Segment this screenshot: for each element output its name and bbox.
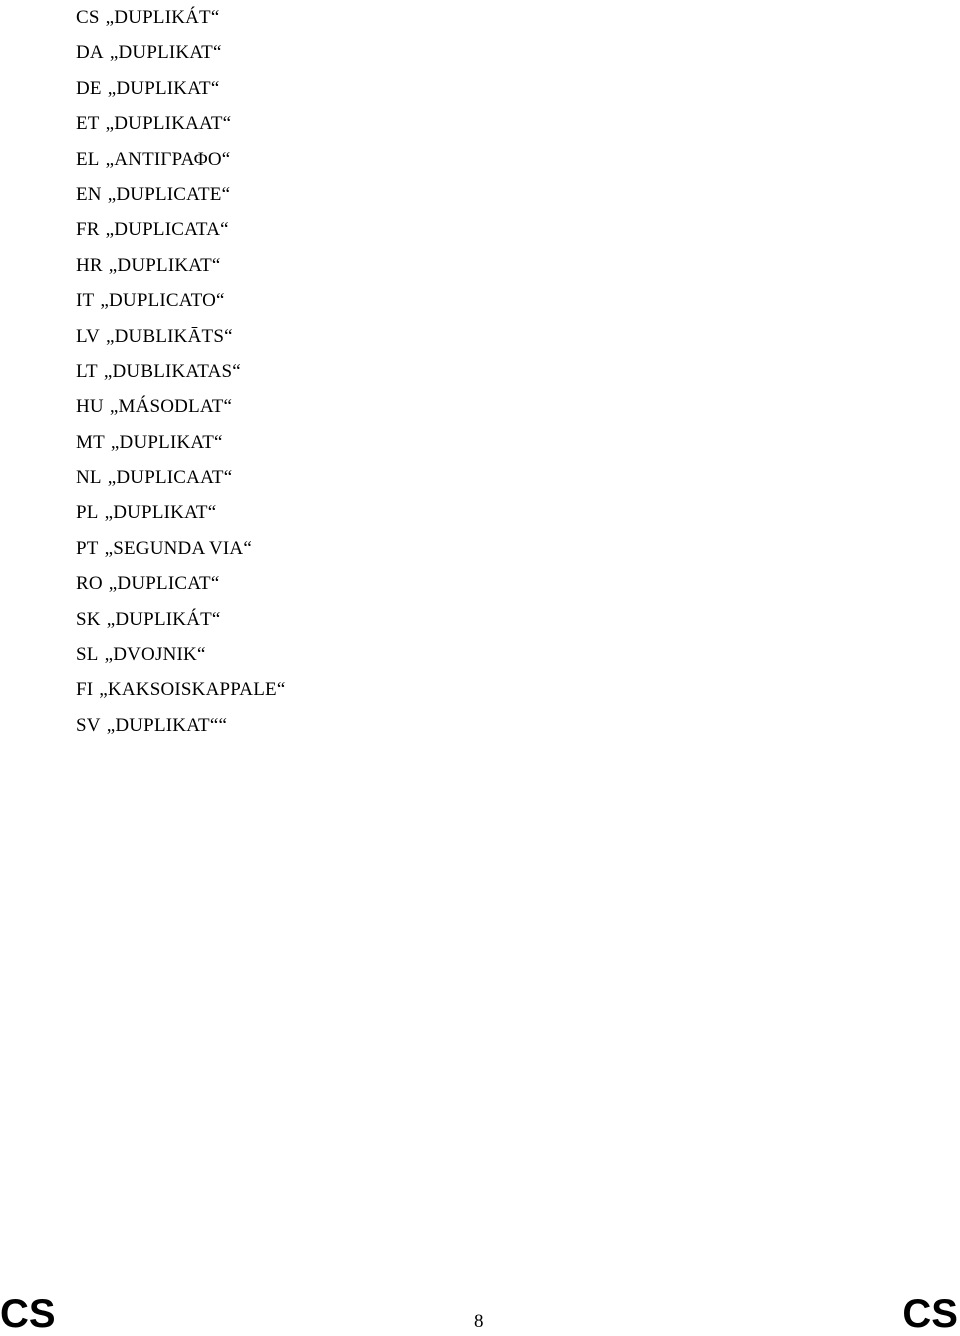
language-code: FI <box>76 679 94 701</box>
translation-text: „DUPLIKAAT“ <box>105 113 232 135</box>
language-code: FR <box>76 219 100 241</box>
footer-language-code-left: CS <box>0 1292 56 1336</box>
translation-text: „DUPLIKÁT“ <box>106 608 221 630</box>
translation-text: „ΑΝΤΙΓΡΑΦΟ“ <box>105 148 231 170</box>
language-code: HU <box>76 396 104 418</box>
list-item-fr <box>76 212 285 247</box>
list-item-mt <box>76 425 285 460</box>
list-item-fi <box>76 672 285 707</box>
translation-text: „DUPLIKÁT“ <box>105 7 220 28</box>
list-item-sl <box>76 637 285 672</box>
list-item-sv <box>76 708 285 743</box>
language-code: HR <box>76 254 103 276</box>
language-code: SV <box>76 714 101 736</box>
list-item-sk <box>76 602 285 637</box>
language-code: IT <box>76 290 95 312</box>
translation-text: „DUPLIKAT““ <box>106 714 228 736</box>
translation-text: „DUBLIKATAS“ <box>103 360 241 382</box>
list-item-hr <box>76 248 285 283</box>
language-code: CS <box>76 7 100 28</box>
footer-language-code-right: CS <box>902 1292 958 1336</box>
list-item-cs <box>76 0 285 35</box>
language-code: RO <box>76 573 103 595</box>
language-code: LV <box>76 325 100 347</box>
list-item-hu <box>76 389 285 424</box>
language-code: DA <box>76 42 104 64</box>
translation-text: „DUPLIKAT“ <box>110 431 223 453</box>
list-item-et <box>76 106 285 141</box>
list-item-de <box>76 71 285 106</box>
list-item-nl <box>76 460 285 495</box>
list-item-it <box>76 283 285 318</box>
language-code: ET <box>76 113 100 135</box>
language-code: EL <box>76 148 100 170</box>
list-item-lv <box>76 319 285 354</box>
translation-text: „DUPLIKAT“ <box>109 42 222 64</box>
language-code: NL <box>76 467 102 489</box>
language-code: DE <box>76 77 102 99</box>
translation-text: „DUPLIKAT“ <box>107 77 220 99</box>
translation-text: „DUPLIKAT“ <box>104 502 217 524</box>
list-item-ro <box>76 566 285 601</box>
duplicate-translations-list <box>76 0 285 743</box>
translation-text: „DVOJNIK“ <box>104 644 206 666</box>
language-code: MT <box>76 431 105 453</box>
list-item-pl <box>76 495 285 530</box>
language-code: SK <box>76 608 101 630</box>
page-number: 8 <box>474 1311 484 1332</box>
translation-text: „DUPLICATE“ <box>107 183 231 205</box>
translation-text: „DUPLICAT“ <box>108 573 220 595</box>
language-code: EN <box>76 183 102 205</box>
list-item-lt <box>76 354 285 389</box>
translation-text: „MÁSODLAT“ <box>109 396 233 418</box>
translation-text: „DUBLIKĀTS“ <box>105 325 233 347</box>
translation-text: „DUPLICATA“ <box>105 219 229 241</box>
language-code: PT <box>76 537 99 559</box>
list-item-pt <box>76 531 285 566</box>
list-item-da <box>76 35 285 70</box>
translation-text: „SEGUNDA VIA“ <box>104 537 252 559</box>
list-item-el <box>76 142 285 177</box>
list-item-en <box>76 177 285 212</box>
translation-text: „DUPLIKAT“ <box>108 254 221 276</box>
translation-text: „DUPLICATO“ <box>100 290 225 312</box>
language-code: SL <box>76 644 99 666</box>
language-code: PL <box>76 502 99 524</box>
translation-text: „DUPLICAAT“ <box>107 467 233 489</box>
language-code: LT <box>76 360 98 382</box>
translation-text: „KAKSOISKAPPALE“ <box>99 679 286 701</box>
